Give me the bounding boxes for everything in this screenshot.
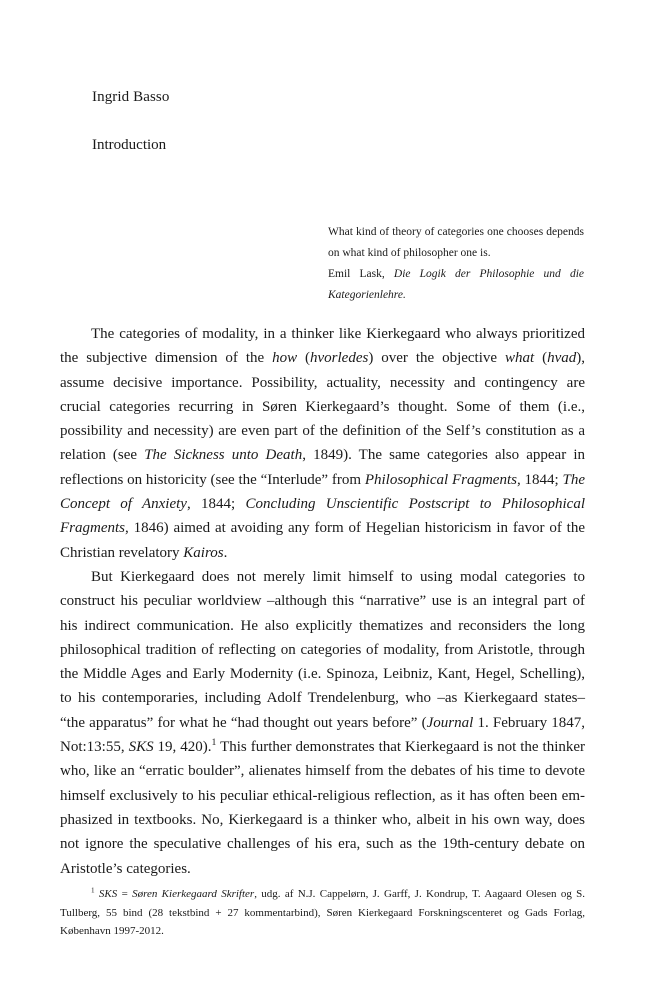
italic-text: what: [504, 350, 535, 367]
text-run: =: [117, 888, 133, 900]
italic-text: Kairos: [183, 544, 224, 561]
paragraph-1: [60, 322, 585, 565]
body-text: [60, 322, 585, 881]
footnote-marker: 1: [211, 737, 217, 749]
text-run: , 1849). The same categories also appear in reflections on historicity (see the “Interlude” from: [60, 447, 585, 488]
epigraph: [328, 222, 584, 306]
italic-text: SKS: [128, 739, 154, 756]
author-name: Ingrid Basso: [92, 89, 170, 105]
chapter-title: Introduction: [92, 137, 167, 153]
italic-text: hvad: [547, 350, 577, 367]
text-run: (: [534, 350, 548, 367]
italic-text: Søren Kierkegaard Skrifter: [132, 888, 255, 900]
text-run: , 1846) aimed at avoiding any form of Hegelian historicism in favor of the Christian revelatory: [60, 520, 585, 561]
italic-text: how: [272, 350, 298, 367]
epigraph-work: Die Logik der Philosophie und die Kategorienlehre.: [328, 268, 584, 301]
epigraph-attribution: [328, 268, 584, 301]
text-run: (: [297, 350, 310, 367]
text-run: This further demonstrates that Kierkegaard is not the thinker who, like an “erratic boulder”, alienates himself from the debates of his time to devote himself exclusively to his peculiar ethical-religious reflection, as it has often been emphasized in textbooks. No, Kierkegaard is a thinker who, albeit in his own way, does not ignore the speculative challenges of his era, such as the 19th-century debate on Aristotle’s categories.: [60, 739, 586, 877]
text-run: ) over the objective: [368, 350, 505, 367]
footnote: [60, 885, 585, 941]
text-run: 1. February 1847, Not:13:55,: [60, 714, 585, 756]
text-run: But Kierkegaard does not merely limit himself to using modal categories to construct his peculiar worldview –although this “narrative” use is an integral part of his indirect communication. He also explicitly thematizes and reconsiders the long philosophical tradition of reflecting on categories of modality, from Aristotle, through the Middle Ages and Early Modernity (i.e. Spinoza, Leibniz, Kant, Hegel, Schelling), to his contemporaries, including Adolf Trendelenburg, who –as Kierkegaard states– “the apparatus” for what he “had thought out years before” (: [60, 568, 585, 731]
text-run: , 1844;: [516, 471, 563, 488]
italic-text: SKS: [98, 888, 118, 900]
paragraph-2: [60, 565, 585, 881]
footnote-marker: 1: [91, 886, 95, 895]
text-run: , 1844;: [186, 496, 246, 513]
text-run: , udg. af N.J. Cappelørn, J. Garff, J. Kondrup, T. Aagaard Olesen og S. Tullberg, 55 bind (28 tekstbind + 27 kommentarbind), Søren Kierkegaard Forskningscenteret og Gads Forlag, København 1997-2012.: [60, 888, 586, 937]
text-run: ), assume decisive importance. Possibility, actuality, necessity and contingency are crucial categories recurring in Søren Kierkegaard’s thought. Some of them (i.e., possibility and necessity) are even part of the definition of the Self’s constitution as a relation (see: [60, 350, 585, 464]
italic-text: The Concept of Anxiety: [60, 471, 586, 513]
italic-text: Philosophical Fragments: [364, 471, 517, 488]
italic-text: Concluding Unscientific Postscript to Philosophical Fragments: [60, 496, 586, 537]
epigraph-quote: What kind of theory of categories one chooses depends on what kind of philosopher one is.: [328, 226, 584, 259]
text-run: .: [223, 544, 228, 561]
italic-text: Journal: [426, 714, 474, 731]
italic-text: The Sickness unto Death: [144, 447, 303, 464]
text-run: 19, 420).: [153, 739, 212, 756]
text-run: The categories of modality, in a thinker like Kierkegaard who always prioritized the subjective dimension of the: [60, 326, 585, 367]
italic-text: hvorledes: [310, 350, 369, 367]
epigraph-author: Emil Lask,: [328, 268, 394, 280]
